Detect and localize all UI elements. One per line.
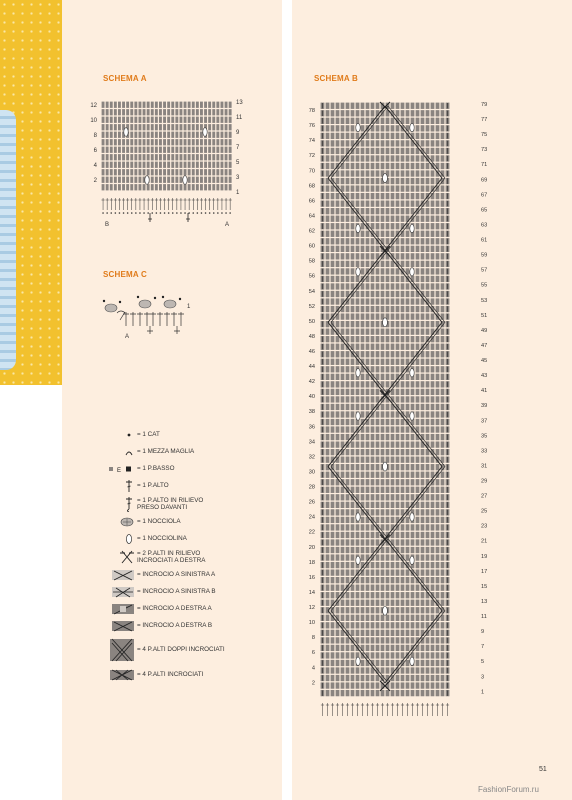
single-crochet-icon bbox=[108, 465, 134, 473]
symbol-legend bbox=[108, 428, 278, 686]
row-number: 75 bbox=[481, 132, 488, 139]
row-number: 72 bbox=[308, 153, 315, 160]
schema-a-mark-a: A bbox=[225, 222, 230, 228]
row-number: 58 bbox=[308, 258, 315, 265]
double-crochet-icon bbox=[124, 479, 134, 493]
row-number: 37 bbox=[481, 418, 488, 425]
row-number: 11 bbox=[236, 115, 243, 121]
row-number: 10 bbox=[308, 620, 315, 627]
row-number: 39 bbox=[481, 403, 488, 410]
legend-item bbox=[108, 585, 278, 599]
row-number: 54 bbox=[308, 288, 315, 295]
legend-item bbox=[108, 568, 278, 582]
row-number: 42 bbox=[308, 379, 315, 386]
legend-label: = 2 P.ALTI IN RILIEVO INCROCIATI A DESTRA bbox=[137, 549, 206, 564]
legend-label: = 4 P.ALTI INCROCIATI bbox=[137, 671, 204, 679]
schema-a-title: SCHEMA A bbox=[103, 74, 147, 83]
row-number: 2 bbox=[93, 178, 97, 184]
row-number: 44 bbox=[308, 364, 315, 371]
row-number: 3 bbox=[481, 674, 485, 681]
row-number: 7 bbox=[236, 145, 240, 151]
row-number: 78 bbox=[308, 108, 315, 115]
row-number: 76 bbox=[308, 123, 315, 130]
row-number: 56 bbox=[308, 273, 315, 280]
row-number: 5 bbox=[236, 160, 240, 166]
row-number: 22 bbox=[308, 529, 315, 536]
row-number: 23 bbox=[481, 523, 488, 530]
row-number: 28 bbox=[308, 484, 315, 491]
row-number: 57 bbox=[481, 267, 488, 274]
row-number: 34 bbox=[308, 439, 315, 446]
legend-label: = 1 CAT bbox=[137, 431, 160, 439]
schema-c-row-label: 1 bbox=[187, 304, 191, 310]
row-number: 73 bbox=[481, 147, 488, 154]
slip-stitch-icon bbox=[124, 448, 134, 456]
legend-item bbox=[108, 515, 278, 529]
legend-label: = INCROCIO A SINISTRA A bbox=[137, 571, 216, 579]
row-number: 32 bbox=[308, 454, 315, 461]
row-number: 66 bbox=[308, 198, 315, 205]
bobble-icon bbox=[120, 517, 134, 527]
front-post-icon bbox=[124, 496, 134, 512]
legend-item bbox=[108, 428, 278, 442]
cross-left-b-icon bbox=[112, 586, 134, 598]
row-number: 10 bbox=[90, 118, 97, 124]
row-number: 1 bbox=[481, 689, 485, 696]
row-number: 31 bbox=[481, 463, 488, 470]
row-number: 16 bbox=[308, 574, 315, 581]
row-number: 13 bbox=[481, 598, 488, 605]
legend-item bbox=[108, 619, 278, 633]
row-number: 49 bbox=[481, 327, 488, 334]
row-number: 51 bbox=[481, 312, 488, 319]
row-number: 61 bbox=[481, 237, 488, 244]
legend-item bbox=[108, 549, 278, 565]
small-bobble-icon bbox=[124, 533, 134, 545]
row-number: 74 bbox=[308, 138, 315, 145]
row-number: 77 bbox=[481, 117, 488, 124]
row-number: 12 bbox=[90, 103, 97, 109]
row-number: 26 bbox=[308, 499, 315, 506]
row-number: 5 bbox=[481, 659, 485, 666]
row-number: 40 bbox=[308, 394, 315, 401]
row-number: 3 bbox=[236, 175, 240, 181]
row-number: 30 bbox=[308, 469, 315, 476]
row-number: 6 bbox=[93, 148, 97, 154]
row-number: 18 bbox=[308, 559, 315, 566]
legend-item bbox=[108, 636, 278, 664]
row-number: 55 bbox=[481, 282, 488, 289]
row-number: 67 bbox=[481, 192, 488, 199]
row-number: 52 bbox=[308, 303, 315, 310]
row-number: 65 bbox=[481, 207, 488, 214]
schema-c-title: SCHEMA C bbox=[103, 270, 147, 279]
row-number: 12 bbox=[308, 605, 315, 612]
row-number: 33 bbox=[481, 448, 488, 455]
row-number: 43 bbox=[481, 373, 488, 380]
row-number: 41 bbox=[481, 388, 488, 395]
legend-label: = 1 P.ALTO bbox=[137, 482, 169, 490]
legend-item bbox=[108, 462, 278, 476]
svg-text:E: E bbox=[117, 468, 122, 473]
row-number: 79 bbox=[481, 102, 488, 108]
row-number: 15 bbox=[481, 583, 488, 590]
row-number: 60 bbox=[308, 243, 315, 250]
chain-dot-icon bbox=[124, 431, 134, 439]
schema-c-mark-a: A bbox=[125, 334, 130, 340]
legend-item bbox=[108, 479, 278, 493]
row-number: 36 bbox=[308, 424, 315, 431]
row-number: 45 bbox=[481, 358, 488, 365]
legend-label: = 4 P.ALTI DOPPI INCROCIATI bbox=[137, 646, 225, 654]
row-number: 4 bbox=[93, 163, 97, 169]
row-number: 68 bbox=[308, 183, 315, 190]
legend-item bbox=[108, 496, 278, 512]
row-number: 11 bbox=[481, 614, 487, 621]
legend-item bbox=[108, 602, 278, 616]
row-number: 6 bbox=[311, 650, 315, 657]
row-number: 27 bbox=[481, 493, 488, 500]
row-number: 46 bbox=[308, 348, 315, 355]
row-number: 35 bbox=[481, 433, 488, 440]
legend-label: = INCROCIO A DESTRA A bbox=[137, 605, 212, 613]
row-number: 21 bbox=[481, 538, 488, 545]
schema-c-bobbles bbox=[103, 296, 181, 312]
row-number: 8 bbox=[311, 635, 315, 642]
row-number: 17 bbox=[481, 568, 488, 575]
legend-label: = INCROCIO A SINISTRA B bbox=[137, 588, 216, 596]
row-number: 59 bbox=[481, 252, 488, 259]
row-number: 53 bbox=[481, 297, 488, 304]
row-number: 25 bbox=[481, 508, 488, 515]
legend-item bbox=[108, 445, 278, 459]
row-number: 38 bbox=[308, 409, 315, 416]
row-number: 1 bbox=[236, 190, 240, 196]
cross-right-a-icon bbox=[112, 603, 134, 615]
row-number: 24 bbox=[308, 514, 315, 521]
four-cross-icon bbox=[110, 668, 134, 682]
cross-left-a-icon bbox=[112, 569, 134, 581]
legend-label: = INCROCIO A DESTRA B bbox=[137, 622, 213, 630]
row-number: 62 bbox=[308, 228, 315, 235]
cross-right-b-icon bbox=[112, 620, 134, 632]
row-number: 20 bbox=[308, 544, 315, 551]
row-number: 9 bbox=[236, 130, 240, 136]
row-number: 64 bbox=[308, 213, 315, 220]
row-number: 19 bbox=[481, 553, 488, 560]
legend-label: = 1 MEZZA MAGLIA bbox=[137, 448, 195, 456]
row-number: 29 bbox=[481, 478, 488, 485]
row-number: 50 bbox=[308, 318, 315, 325]
row-number: 7 bbox=[481, 644, 485, 651]
row-number: 4 bbox=[311, 665, 315, 672]
crossed-right-icon bbox=[120, 549, 134, 565]
legend-label: = 1 NOCCIOLINA bbox=[137, 535, 187, 543]
row-number: 9 bbox=[481, 629, 485, 636]
legend-item bbox=[108, 532, 278, 546]
row-number: 47 bbox=[481, 342, 488, 349]
legend-label: = 1 P.ALTO IN RILIEVO PRESO DAVANTI bbox=[137, 496, 204, 511]
row-number: 70 bbox=[308, 168, 315, 175]
schema-a-mark-b: B bbox=[105, 222, 110, 228]
legend-label: = 1 P.BASSO bbox=[137, 465, 175, 473]
row-number: 8 bbox=[93, 133, 97, 139]
schema-c-stitches bbox=[117, 311, 184, 334]
page-number: 51 bbox=[539, 766, 547, 773]
row-number: 13 bbox=[236, 100, 243, 106]
row-number: 2 bbox=[311, 680, 315, 687]
four-double-cross-icon bbox=[110, 637, 134, 663]
row-number: 48 bbox=[308, 333, 315, 340]
schema-b-title: SCHEMA B bbox=[314, 74, 358, 83]
legend-item bbox=[108, 667, 278, 683]
watermark: FashionForum.ru bbox=[478, 785, 539, 794]
row-number: 14 bbox=[308, 589, 315, 596]
row-number: 71 bbox=[481, 162, 488, 169]
legend-label: = 1 NOCCIOLA bbox=[137, 518, 181, 526]
row-number: 63 bbox=[481, 222, 488, 229]
row-number: 69 bbox=[481, 177, 488, 184]
